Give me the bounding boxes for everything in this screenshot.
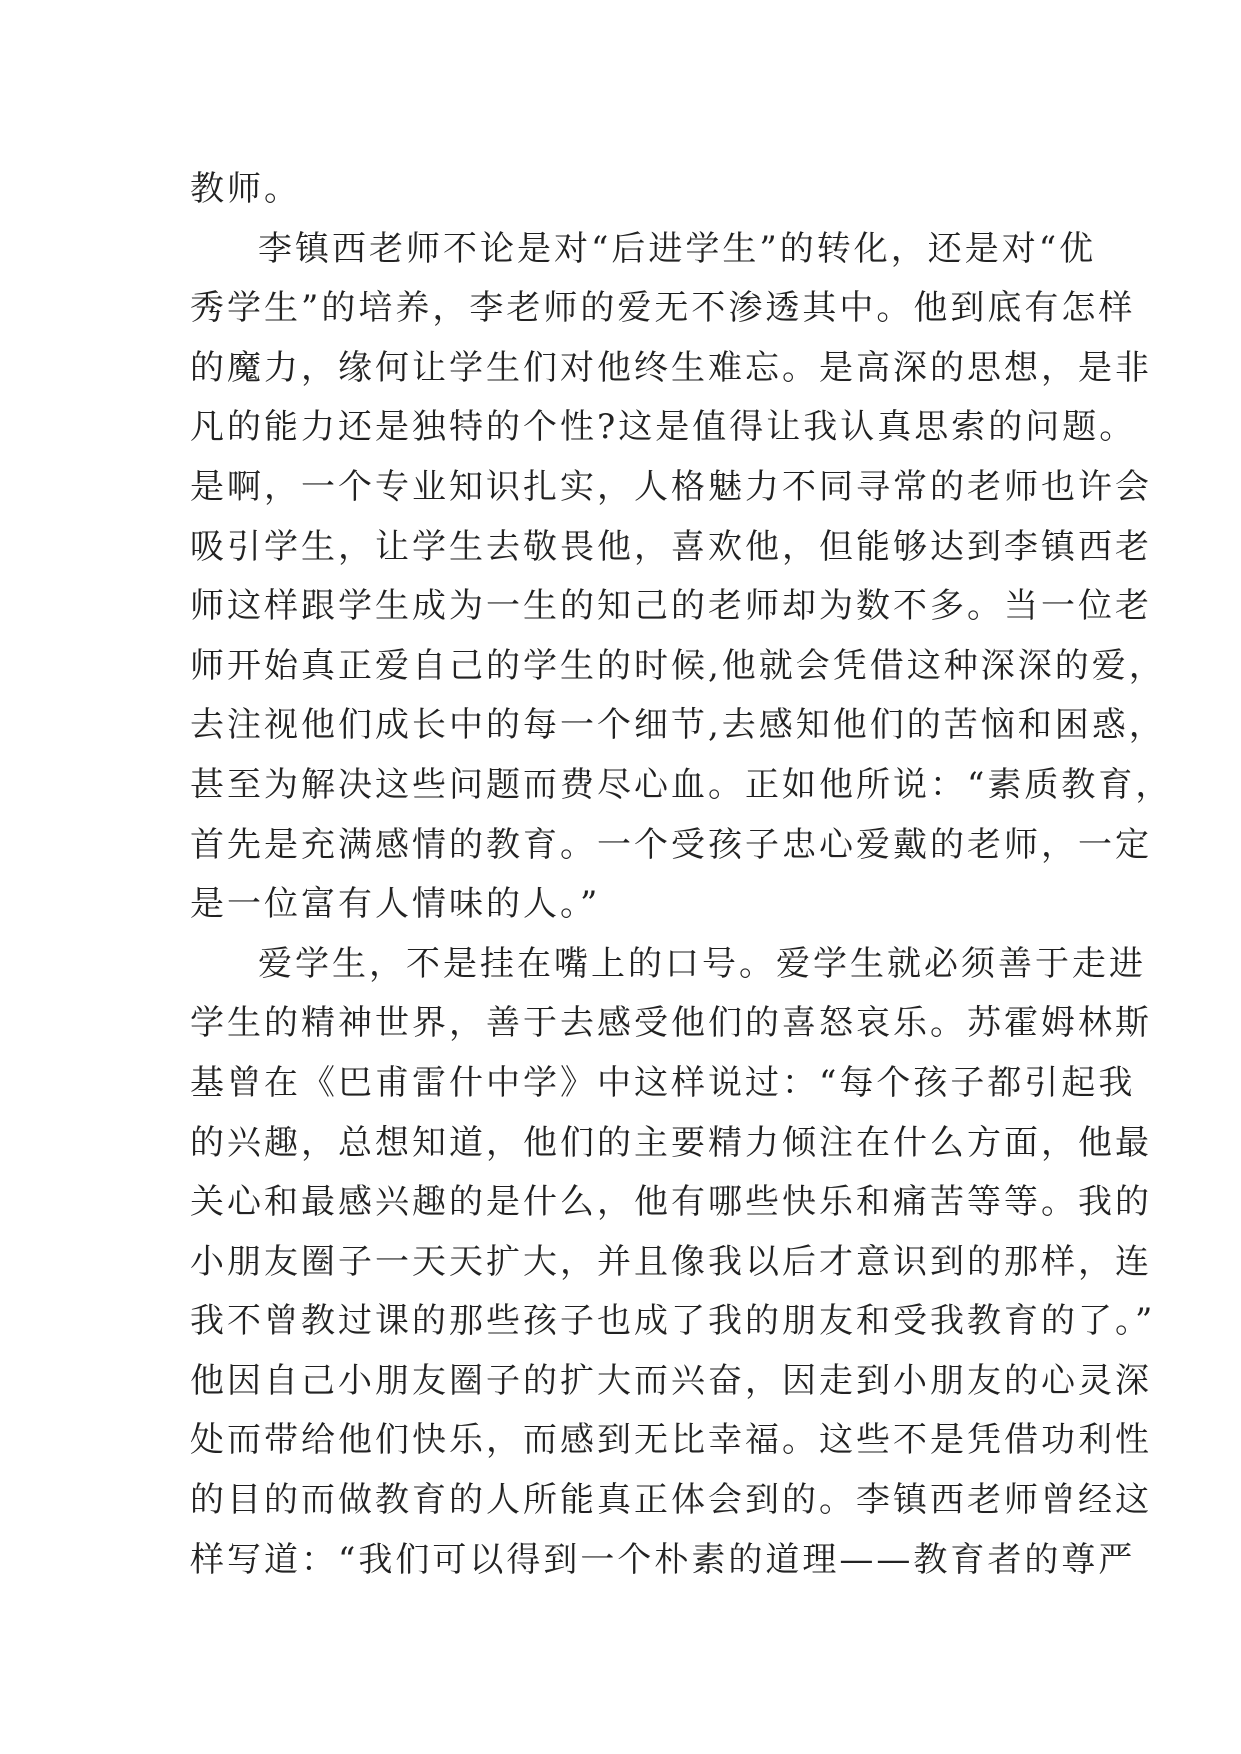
text-line-16: 基曾在《巴甫雷什中学》中这样说过：“每个孩子都引起我 (190, 1062, 1136, 1103)
text-line-17: 的兴趣，总想知道，他们的主要精力倾注在什么方面，他最 (190, 1122, 1152, 1163)
text-line-9: 师开始真正爱自己的学生的时候,他就会凭借这种深深的爱， (190, 645, 1166, 686)
text-line-6: 是啊，一个专业知识扎实，人格魅力不同寻常的老师也许会 (190, 466, 1152, 507)
text-line-7: 吸引学生，让学生去敬畏他，喜欢他，但能够达到李镇西老 (190, 526, 1152, 567)
text-line-1: 教师。 (190, 169, 301, 209)
paragraph-start-line-2: 李镇西老师不论是对“后进学生”的转化，还是对“优 (258, 228, 1097, 269)
text-line-11: 甚至为解决这些问题而费尽心血。正如他所说：“素质教育， (190, 764, 1173, 805)
text-line-8: 师这样跟学生成为一生的知己的老师却为数不多。当一位老 (190, 586, 1152, 627)
text-line-10: 去注视他们成长中的每一个细节,去感知他们的苦恼和困惑， (190, 705, 1166, 746)
text-line-23: 的目的而做教育的人所能真正体会到的。李镇西老师曾经这 (190, 1480, 1152, 1521)
text-line-20: 我不曾教过课的那些孩子也成了我的朋友和受我教育的了。” (190, 1301, 1156, 1342)
text-line-22: 处而带给他们快乐，而感到无比幸福。这些不是凭借功利性 (190, 1420, 1152, 1461)
text-line-15: 学生的精神世界，善于去感受他们的喜怒哀乐。苏霍姆林斯 (190, 1003, 1152, 1044)
text-line-5: 凡的能力还是独特的个性?这是值得让我认真思索的问题。 (190, 407, 1137, 448)
paragraph-start-line-14: 爱学生，不是挂在嘴上的口号。爱学生就必须善于走进 (258, 943, 1146, 984)
text-line-19: 小朋友圈子一天天扩大，并且像我以后才意识到的那样，连 (190, 1241, 1152, 1282)
text-line-18: 关心和最感兴趣的是什么，他有哪些快乐和痛苦等等。我的 (190, 1182, 1152, 1223)
text-line-24: 样写道：“我们可以得到一个朴素的道理——教育者的尊严 (190, 1539, 1136, 1580)
text-line-21: 他因自己小朋友圈子的扩大而兴奋，因走到小朋友的心灵深 (190, 1360, 1152, 1401)
text-line-12: 首先是充满感情的教育。一个受孩子忠心爱戴的老师，一定 (190, 824, 1152, 865)
text-line-13: 是一位富有人情味的人。” (190, 884, 601, 925)
body-text (190, 160, 1173, 1590)
text-line-3: 秀学生”的培养，李老师的爱无不渗透其中。他到底有怎样 (190, 288, 1136, 329)
text-line-4: 的魔力，缘何让学生们对他终生难忘。是高深的思想，是非 (190, 347, 1152, 388)
